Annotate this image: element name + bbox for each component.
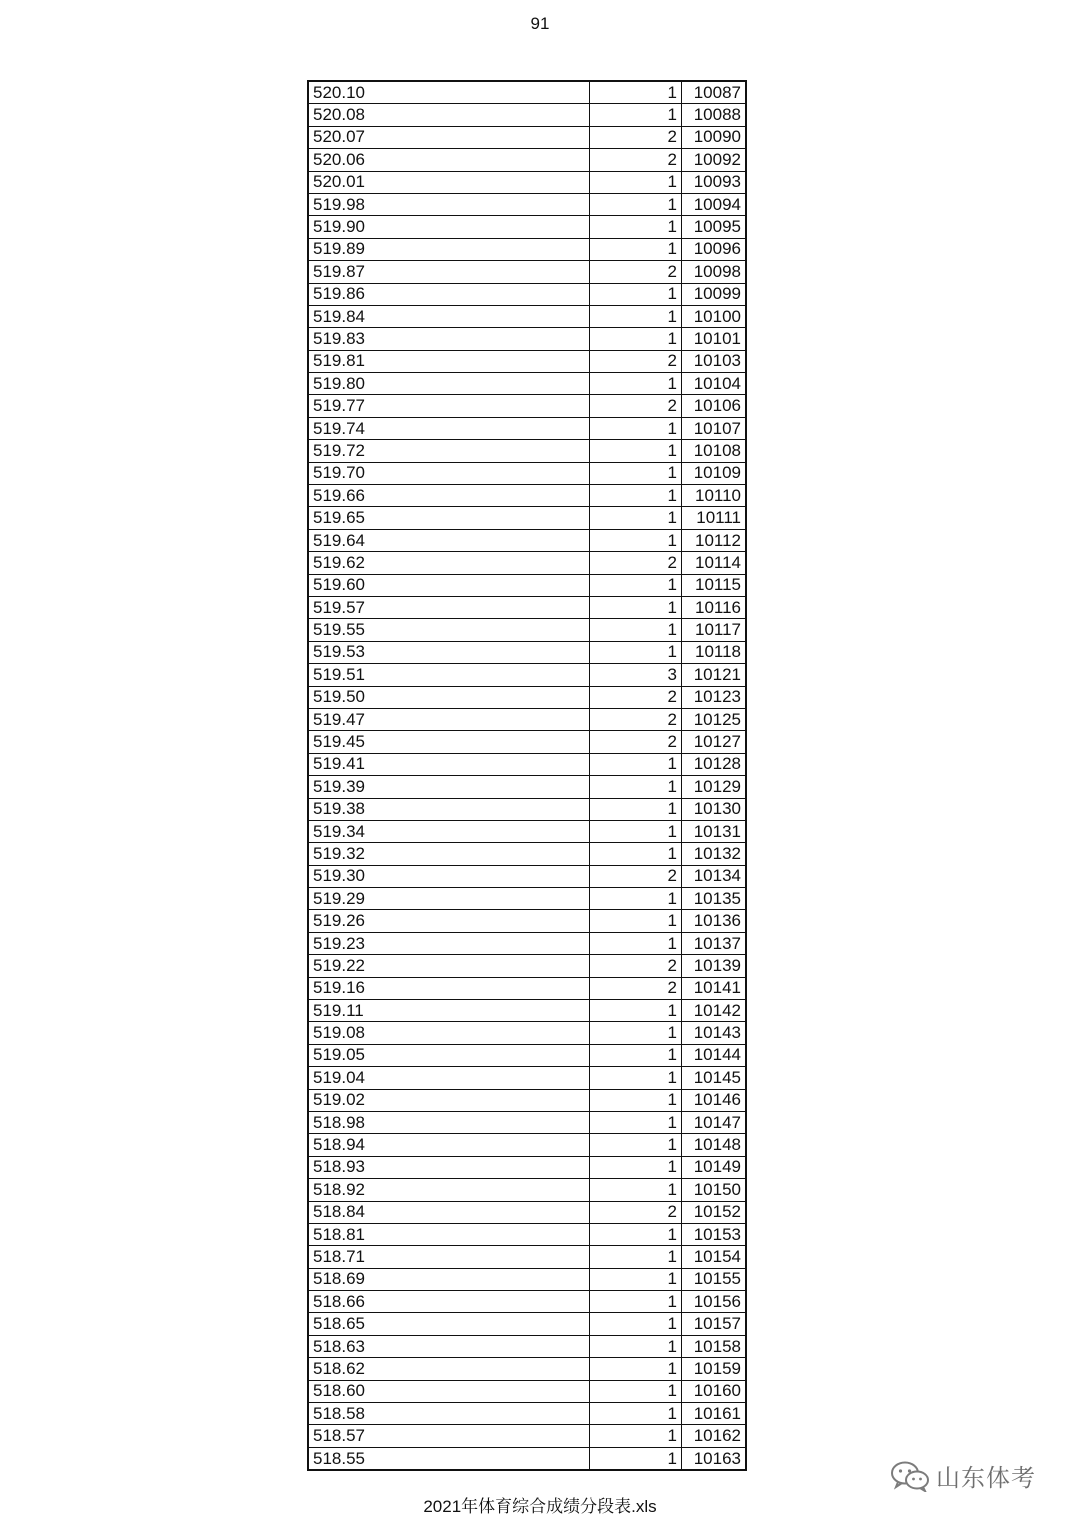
- cumulative-cell: 10137: [682, 932, 747, 954]
- score-cell: 519.02: [308, 1089, 590, 1111]
- table-row: [308, 261, 746, 283]
- score-cell: 519.16: [308, 977, 590, 999]
- table-row: [308, 776, 746, 798]
- cumulative-cell: 10146: [682, 1089, 747, 1111]
- cumulative-cell: 10115: [682, 574, 747, 596]
- cumulative-cell: 10132: [682, 843, 747, 865]
- cumulative-cell: 10100: [682, 305, 747, 327]
- score-cell: 519.87: [308, 261, 590, 283]
- table-row: [308, 574, 746, 596]
- score-cell: 519.39: [308, 776, 590, 798]
- count-cell: 1: [590, 1022, 682, 1044]
- count-cell: 1: [590, 1044, 682, 1066]
- cumulative-cell: 10142: [682, 1000, 747, 1022]
- table-row: [308, 1380, 746, 1402]
- count-cell: 1: [590, 1089, 682, 1111]
- cumulative-cell: 10103: [682, 350, 747, 372]
- table-row: [308, 373, 746, 395]
- score-cell: 519.89: [308, 238, 590, 260]
- table-row: [308, 910, 746, 932]
- count-cell: 1: [590, 417, 682, 439]
- cumulative-cell: 10088: [682, 104, 747, 126]
- count-cell: 1: [590, 1380, 682, 1402]
- score-cell: 519.22: [308, 955, 590, 977]
- score-cell: 518.94: [308, 1134, 590, 1156]
- score-cell: 519.34: [308, 820, 590, 842]
- count-cell: 1: [590, 104, 682, 126]
- score-cell: 519.41: [308, 753, 590, 775]
- count-cell: 2: [590, 350, 682, 372]
- score-cell: 519.83: [308, 328, 590, 350]
- wechat-icon: [890, 1460, 930, 1492]
- cumulative-cell: 10130: [682, 798, 747, 820]
- count-cell: 1: [590, 820, 682, 842]
- cumulative-cell: 10094: [682, 193, 747, 215]
- count-cell: 1: [590, 1156, 682, 1178]
- count-cell: 1: [590, 440, 682, 462]
- cumulative-cell: 10157: [682, 1313, 747, 1335]
- table-row: [308, 238, 746, 260]
- cumulative-cell: 10145: [682, 1067, 747, 1089]
- score-cell: 518.65: [308, 1313, 590, 1335]
- table-row: [308, 395, 746, 417]
- table-row: [308, 798, 746, 820]
- score-cell: 519.84: [308, 305, 590, 327]
- table-row: [308, 193, 746, 215]
- table-row: [308, 126, 746, 148]
- table-row: [308, 843, 746, 865]
- score-cell: 519.45: [308, 731, 590, 753]
- table-row: [308, 1223, 746, 1245]
- count-cell: 3: [590, 664, 682, 686]
- table-row: [308, 462, 746, 484]
- cumulative-cell: 10161: [682, 1403, 747, 1425]
- count-cell: 1: [590, 619, 682, 641]
- count-cell: 1: [590, 1179, 682, 1201]
- count-cell: 2: [590, 552, 682, 574]
- table-row: [308, 328, 746, 350]
- count-cell: 2: [590, 1201, 682, 1223]
- count-cell: 1: [590, 1403, 682, 1425]
- score-cell: 518.81: [308, 1223, 590, 1245]
- count-cell: 1: [590, 1000, 682, 1022]
- table-row: [308, 1335, 746, 1357]
- count-cell: 1: [590, 216, 682, 238]
- table-row: [308, 350, 746, 372]
- count-cell: 2: [590, 708, 682, 730]
- cumulative-cell: 10131: [682, 820, 747, 842]
- table-row: [308, 664, 746, 686]
- cumulative-cell: 10153: [682, 1223, 747, 1245]
- score-cell: 519.30: [308, 865, 590, 887]
- cumulative-cell: 10129: [682, 776, 747, 798]
- table-row: [308, 1111, 746, 1133]
- count-cell: 1: [590, 81, 682, 104]
- table-row: [308, 686, 746, 708]
- cumulative-cell: 10162: [682, 1425, 747, 1447]
- cumulative-cell: 10087: [682, 81, 747, 104]
- cumulative-cell: 10112: [682, 529, 747, 551]
- score-cell: 518.98: [308, 1111, 590, 1133]
- count-cell: 1: [590, 507, 682, 529]
- count-cell: 1: [590, 193, 682, 215]
- count-cell: 1: [590, 1134, 682, 1156]
- score-cell: 518.60: [308, 1380, 590, 1402]
- score-cell: 518.71: [308, 1246, 590, 1268]
- table-row: [308, 1291, 746, 1313]
- score-cell: 519.04: [308, 1067, 590, 1089]
- table-row: [308, 507, 746, 529]
- watermark-text: 山东体考: [936, 1464, 1036, 1492]
- cumulative-cell: 10098: [682, 261, 747, 283]
- count-cell: 1: [590, 596, 682, 618]
- count-cell: 1: [590, 753, 682, 775]
- count-cell: 2: [590, 977, 682, 999]
- score-cell: 519.11: [308, 1000, 590, 1022]
- count-cell: 2: [590, 955, 682, 977]
- page-number: 91: [530, 14, 550, 33]
- cumulative-cell: 10139: [682, 955, 747, 977]
- table-row: [308, 305, 746, 327]
- score-cell: 519.62: [308, 552, 590, 574]
- score-cell: 519.60: [308, 574, 590, 596]
- count-cell: 1: [590, 932, 682, 954]
- table-row: [308, 1201, 746, 1223]
- score-cell: 519.77: [308, 395, 590, 417]
- score-cell: 519.50: [308, 686, 590, 708]
- score-cell: 519.65: [308, 507, 590, 529]
- cumulative-cell: 10109: [682, 462, 747, 484]
- score-cell: 519.98: [308, 193, 590, 215]
- table-row: [308, 440, 746, 462]
- cumulative-cell: 10095: [682, 216, 747, 238]
- score-cell: 519.29: [308, 888, 590, 910]
- count-cell: 1: [590, 328, 682, 350]
- cumulative-cell: 10152: [682, 1201, 747, 1223]
- table-row: [308, 1000, 746, 1022]
- score-cell: 519.70: [308, 462, 590, 484]
- table-row: [308, 149, 746, 171]
- cumulative-cell: 10096: [682, 238, 747, 260]
- table-row: [308, 485, 746, 507]
- cumulative-cell: 10106: [682, 395, 747, 417]
- cumulative-cell: 10128: [682, 753, 747, 775]
- table-row: [308, 283, 746, 305]
- cumulative-cell: 10125: [682, 708, 747, 730]
- cumulative-cell: 10121: [682, 664, 747, 686]
- cumulative-cell: 10114: [682, 552, 747, 574]
- cumulative-cell: 10104: [682, 373, 747, 395]
- table-row: [308, 932, 746, 954]
- cumulative-cell: 10150: [682, 1179, 747, 1201]
- cumulative-cell: 10111: [682, 507, 747, 529]
- count-cell: 1: [590, 1111, 682, 1133]
- count-cell: 1: [590, 1425, 682, 1447]
- score-cell: 519.47: [308, 708, 590, 730]
- score-cell: 519.81: [308, 350, 590, 372]
- table-row: [308, 955, 746, 977]
- score-cell: 519.72: [308, 440, 590, 462]
- score-cell: 519.86: [308, 283, 590, 305]
- table-row: [308, 81, 746, 104]
- count-cell: 1: [590, 529, 682, 551]
- count-cell: 1: [590, 485, 682, 507]
- table-row: [308, 596, 746, 618]
- score-cell: 518.55: [308, 1447, 590, 1470]
- count-cell: 1: [590, 1447, 682, 1470]
- table-row: [308, 1246, 746, 1268]
- cumulative-cell: 10144: [682, 1044, 747, 1066]
- table-row: [308, 641, 746, 663]
- score-cell: 519.57: [308, 596, 590, 618]
- table-row: [308, 865, 746, 887]
- table-row: [308, 1179, 746, 1201]
- count-cell: 1: [590, 888, 682, 910]
- count-cell: 1: [590, 305, 682, 327]
- count-cell: 1: [590, 1223, 682, 1245]
- count-cell: 1: [590, 1246, 682, 1268]
- table-row: [308, 753, 746, 775]
- cumulative-cell: 10099: [682, 283, 747, 305]
- cumulative-cell: 10092: [682, 149, 747, 171]
- table-row: [308, 731, 746, 753]
- score-cell: 520.06: [308, 149, 590, 171]
- table-row: [308, 552, 746, 574]
- score-cell: 519.08: [308, 1022, 590, 1044]
- table-row: [308, 888, 746, 910]
- cumulative-cell: 10159: [682, 1358, 747, 1380]
- score-cell: 519.38: [308, 798, 590, 820]
- score-cell: 519.23: [308, 932, 590, 954]
- cumulative-cell: 10154: [682, 1246, 747, 1268]
- score-cell: 518.66: [308, 1291, 590, 1313]
- score-cell: 519.26: [308, 910, 590, 932]
- count-cell: 1: [590, 641, 682, 663]
- count-cell: 2: [590, 731, 682, 753]
- cumulative-cell: 10117: [682, 619, 747, 641]
- table-row: [308, 104, 746, 126]
- cumulative-cell: 10093: [682, 171, 747, 193]
- table-row: [308, 1134, 746, 1156]
- table-row: [308, 171, 746, 193]
- score-cell: 518.69: [308, 1268, 590, 1290]
- score-cell: 519.32: [308, 843, 590, 865]
- cumulative-cell: 10118: [682, 641, 747, 663]
- score-cell: 520.07: [308, 126, 590, 148]
- count-cell: 2: [590, 686, 682, 708]
- table-row: [308, 417, 746, 439]
- count-cell: 1: [590, 798, 682, 820]
- count-cell: 1: [590, 574, 682, 596]
- table-row: [308, 708, 746, 730]
- cumulative-cell: 10135: [682, 888, 747, 910]
- watermark: [890, 1458, 1036, 1493]
- table-row: [308, 1447, 746, 1470]
- count-cell: 1: [590, 462, 682, 484]
- score-cell: 519.64: [308, 529, 590, 551]
- count-cell: 2: [590, 261, 682, 283]
- table-row: [308, 1403, 746, 1425]
- score-cell: 520.08: [308, 104, 590, 126]
- score-cell: 519.53: [308, 641, 590, 663]
- table-row: [308, 1156, 746, 1178]
- count-cell: 1: [590, 238, 682, 260]
- count-cell: 2: [590, 126, 682, 148]
- cumulative-cell: 10149: [682, 1156, 747, 1178]
- cumulative-cell: 10141: [682, 977, 747, 999]
- count-cell: 1: [590, 776, 682, 798]
- table-row: [308, 820, 746, 842]
- score-cell: 518.62: [308, 1358, 590, 1380]
- table-row: [308, 977, 746, 999]
- count-cell: 1: [590, 1335, 682, 1357]
- count-cell: 2: [590, 149, 682, 171]
- cumulative-cell: 10148: [682, 1134, 747, 1156]
- cumulative-cell: 10101: [682, 328, 747, 350]
- score-table-body: [308, 81, 746, 1470]
- score-cell: 519.90: [308, 216, 590, 238]
- table-row: [308, 1358, 746, 1380]
- cumulative-cell: 10123: [682, 686, 747, 708]
- table-row: [308, 1089, 746, 1111]
- cumulative-cell: 10110: [682, 485, 747, 507]
- table-row: [308, 529, 746, 551]
- score-cell: 518.57: [308, 1425, 590, 1447]
- table-row: [308, 216, 746, 238]
- score-cell: 518.63: [308, 1335, 590, 1357]
- count-cell: 1: [590, 373, 682, 395]
- count-cell: 2: [590, 865, 682, 887]
- table-row: [308, 1067, 746, 1089]
- score-cell: 518.84: [308, 1201, 590, 1223]
- count-cell: 1: [590, 1268, 682, 1290]
- table-row: [308, 1313, 746, 1335]
- count-cell: 1: [590, 283, 682, 305]
- score-cell: 518.92: [308, 1179, 590, 1201]
- count-cell: 1: [590, 1067, 682, 1089]
- table-row: [308, 1022, 746, 1044]
- table-row: [308, 1425, 746, 1447]
- score-cell: 519.66: [308, 485, 590, 507]
- cumulative-cell: 10155: [682, 1268, 747, 1290]
- count-cell: 1: [590, 1313, 682, 1335]
- count-cell: 1: [590, 171, 682, 193]
- cumulative-cell: 10116: [682, 596, 747, 618]
- score-cell: 519.51: [308, 664, 590, 686]
- cumulative-cell: 10134: [682, 865, 747, 887]
- score-cell: 518.93: [308, 1156, 590, 1178]
- count-cell: 1: [590, 1291, 682, 1313]
- score-cell: 519.80: [308, 373, 590, 395]
- cumulative-cell: 10156: [682, 1291, 747, 1313]
- score-cell: 519.74: [308, 417, 590, 439]
- cumulative-cell: 10136: [682, 910, 747, 932]
- cumulative-cell: 10107: [682, 417, 747, 439]
- cumulative-cell: 10163: [682, 1447, 747, 1470]
- cumulative-cell: 10127: [682, 731, 747, 753]
- cumulative-cell: 10147: [682, 1111, 747, 1133]
- score-cell: 519.55: [308, 619, 590, 641]
- table-row: [308, 619, 746, 641]
- cumulative-cell: 10158: [682, 1335, 747, 1357]
- score-cell: 519.05: [308, 1044, 590, 1066]
- footer-filename: 2021年体育综合成绩分段表.xls: [423, 1497, 657, 1516]
- score-cell: 518.58: [308, 1403, 590, 1425]
- count-cell: 2: [590, 395, 682, 417]
- count-cell: 1: [590, 1358, 682, 1380]
- score-cell: 520.01: [308, 171, 590, 193]
- table-row: [308, 1268, 746, 1290]
- count-cell: 1: [590, 843, 682, 865]
- count-cell: 1: [590, 910, 682, 932]
- cumulative-cell: 10108: [682, 440, 747, 462]
- cumulative-cell: 10090: [682, 126, 747, 148]
- score-table: [307, 80, 747, 1471]
- cumulative-cell: 10160: [682, 1380, 747, 1402]
- table-row: [308, 1044, 746, 1066]
- score-cell: 520.10: [308, 81, 590, 104]
- cumulative-cell: 10143: [682, 1022, 747, 1044]
